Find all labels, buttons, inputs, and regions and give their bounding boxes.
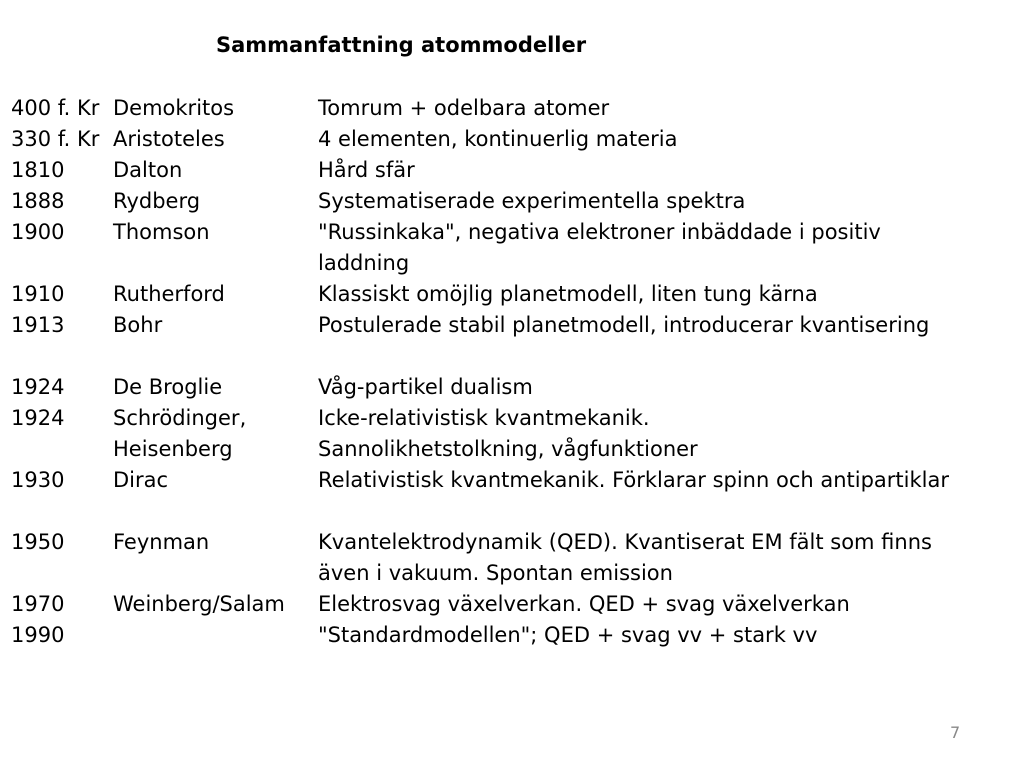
timeline-description-line: Tomrum + odelbara atomer	[318, 96, 610, 120]
timeline-person-line: Rydberg	[113, 189, 201, 213]
timeline-description	[318, 527, 1011, 589]
timeline-person-line: Dalton	[113, 158, 183, 182]
timeline-person-line: De Broglie	[113, 375, 223, 399]
timeline-row	[11, 465, 1011, 496]
timeline-description-line: Kvantelektrodynamik (QED). Kvantiserat EM fält som finns	[318, 530, 932, 554]
timeline-person	[113, 93, 234, 124]
timeline-description-line: Systematiserade experimentella spektra	[318, 189, 746, 213]
timeline-description-line: Elektrosvag växelverkan. QED + svag växelverkan	[318, 592, 850, 616]
timeline-person	[113, 527, 209, 558]
timeline-person-line: Rutherford	[113, 282, 225, 306]
timeline-person	[113, 589, 285, 620]
timeline-person	[113, 186, 200, 217]
timeline-description-line: även i vakuum. Spontan emission	[318, 561, 673, 585]
timeline-year: 1990	[11, 623, 65, 647]
timeline-description	[318, 155, 1011, 186]
timeline-year: 1924	[11, 406, 65, 430]
timeline-description-line: "Standardmodellen"; QED + svag vv + stark vv	[318, 623, 818, 647]
timeline-row	[11, 279, 1011, 310]
timeline-description	[318, 279, 1011, 310]
timeline-row	[11, 310, 1011, 341]
timeline-year: 1970	[11, 592, 65, 616]
timeline-year: 1810	[11, 158, 65, 182]
timeline-description-line: Icke-relativistisk kvantmekanik.	[318, 406, 650, 430]
timeline-person	[113, 155, 182, 186]
timeline-description	[318, 620, 1011, 651]
timeline-person	[113, 217, 210, 248]
timeline-year: 330 f. Kr	[11, 127, 100, 151]
timeline-person-line: Aristoteles	[113, 127, 225, 151]
page-number: 7	[950, 723, 961, 742]
timeline-description	[318, 93, 1011, 124]
atom-model-timeline	[11, 93, 1011, 651]
timeline-row	[11, 217, 1011, 279]
timeline-year: 1913	[11, 313, 65, 337]
timeline-row	[11, 403, 1011, 465]
timeline-row	[11, 620, 1011, 651]
timeline-person-line: Demokritos	[113, 96, 235, 120]
timeline-description	[318, 124, 1011, 155]
timeline-description-line: 4 elementen, kontinuerlig materia	[318, 127, 678, 151]
timeline-year: 1930	[11, 468, 65, 492]
timeline-person	[113, 279, 225, 310]
timeline-description-line: Postulerade stabil planetmodell, introducerar kvantisering	[318, 313, 930, 337]
timeline-year: 1950	[11, 530, 65, 554]
timeline-description	[318, 465, 1011, 496]
timeline-description	[318, 186, 1011, 217]
timeline-person-line: Bohr	[113, 313, 163, 337]
timeline-person-line: Thomson	[113, 220, 210, 244]
timeline-description-line: Relativistisk kvantmekanik. Förklarar spinn och antipartiklar	[318, 468, 949, 492]
timeline-year: 400 f. Kr	[11, 96, 100, 120]
timeline-description	[318, 372, 1011, 403]
timeline-description	[318, 589, 1011, 620]
timeline-year: 1888	[11, 189, 65, 213]
timeline-person	[113, 124, 225, 155]
timeline-description-line: laddning	[318, 251, 410, 275]
timeline-person-line: Heisenberg	[113, 437, 233, 461]
timeline-description	[318, 310, 1011, 341]
timeline-description-line: Sannolikhetstolkning, vågfunktioner	[318, 437, 698, 461]
timeline-description-line: Hård sfär	[318, 158, 415, 182]
timeline-row	[11, 124, 1011, 155]
timeline-description-line: Våg-partikel dualism	[318, 375, 533, 399]
timeline-row	[11, 186, 1011, 217]
timeline-person	[113, 465, 168, 496]
timeline-row	[11, 155, 1011, 186]
timeline-person-line: Dirac	[113, 468, 169, 492]
timeline-row	[11, 372, 1011, 403]
timeline-row	[11, 527, 1011, 589]
timeline-person	[113, 310, 162, 341]
timeline-person	[113, 372, 222, 403]
timeline-year: 1924	[11, 375, 65, 399]
timeline-person-line: Schrödinger,	[113, 406, 247, 430]
timeline-description	[318, 217, 1011, 279]
timeline-row	[11, 93, 1011, 124]
timeline-person	[113, 403, 246, 465]
timeline-person-line: Weinberg/Salam	[113, 592, 285, 616]
timeline-description-line: "Russinkaka", negativa elektroner inbäddade i positiv	[318, 220, 881, 244]
timeline-year: 1910	[11, 282, 65, 306]
timeline-person-line: Feynman	[113, 530, 210, 554]
timeline-description-line: Klassiskt omöjlig planetmodell, liten tung kärna	[318, 282, 818, 306]
timeline-row	[11, 589, 1011, 620]
slide-title: Sammanfattning atommodeller	[216, 33, 587, 57]
timeline-year: 1900	[11, 220, 65, 244]
timeline-description	[318, 403, 1011, 465]
